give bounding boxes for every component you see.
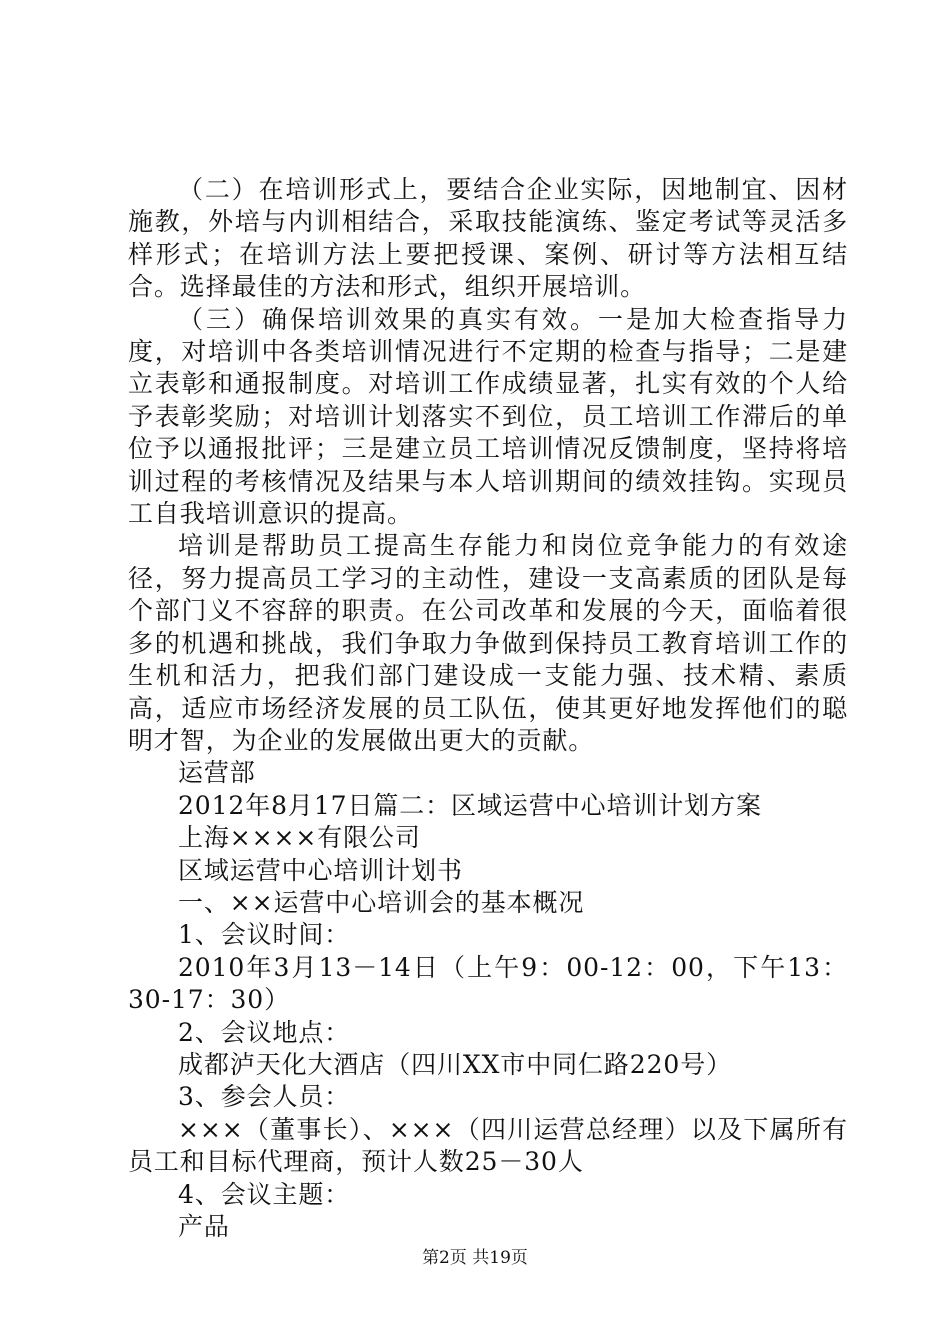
page-footer: 第2页 共19页 — [422, 1248, 528, 1268]
document-body — [128, 174, 848, 1243]
meeting-location-label: 2、会议地点： — [178, 1017, 351, 1047]
meeting-time-value: 2010年3月13－14日（上午9：00-12：00，下午13：30-17：30） — [128, 952, 848, 1015]
meeting-theme-value: 产品 — [178, 1212, 230, 1241]
company-name: 上海××××有限公司 — [178, 823, 421, 853]
meeting-location-value: 成都泸天化大酒店（四川XX市中同仁路220号） — [178, 1049, 733, 1079]
date-and-chapter-title: 2012年8月17日篇二：区域运营中心培训计划方案 — [178, 790, 762, 820]
meeting-time-label: 1、会议时间： — [178, 920, 351, 950]
paragraph-training-effect: （三）确保培训效果的真实有效。一是加大检查指导力度，对培训中各类培训情况进行不定期的检查与指导；二是建立表彰和通报制度。对培训工作成绩显著，扎实有效的个人给予表彰奖励；对培训计划落实不到位，员工培训工作滞后的单位予以通报批评；三是建立员工培训情况反馈制度，坚持将培训过程的考核情况及结果与本人培训期间的绩效挂钩。实现员工自我培训意识的提高。 — [128, 304, 848, 529]
paragraph-training-form: （二）在培训形式上，要结合企业实际，因地制宜、因材施教，外培与内训相结合，采取技能演练、鉴定考试等灵活多样形式；在培训方法上要把授课、案例、研讨等方法相互结合。选择最佳的方法和形式，组织开展培训。 — [128, 175, 848, 302]
meeting-theme-label: 4、会议主题： — [178, 1179, 351, 1209]
department-signature: 运营部 — [178, 758, 256, 788]
attendees-value: ×××（董事长）、×××（四川运营总经理）以及下属所有员工和目标代理商，预计人数25－30人 — [128, 1114, 848, 1177]
attendees-label: 3、参会人员： — [178, 1082, 351, 1112]
section-heading: 一、××运营中心培训会的基本概况 — [178, 887, 585, 917]
plan-title: 区域运营中心培训计划书 — [178, 855, 463, 885]
paragraph-training-summary: 培训是帮助员工提高生存能力和岗位竞争能力的有效途径，努力提高员工学习的主动性，建设一支高素质的团队是每个部门义不容辞的职责。在公司改革和发展的今天，面临着很多的机遇和挑战，我们争取力争做到保持员工教育培训工作的生机和活力，把我们部门建设成一支能力强、技术精、素质高，适应市场经济发展的员工队伍，使其更好地发挥他们的聪明才智，为企业的发展做出更大的贡献。 — [128, 531, 848, 755]
